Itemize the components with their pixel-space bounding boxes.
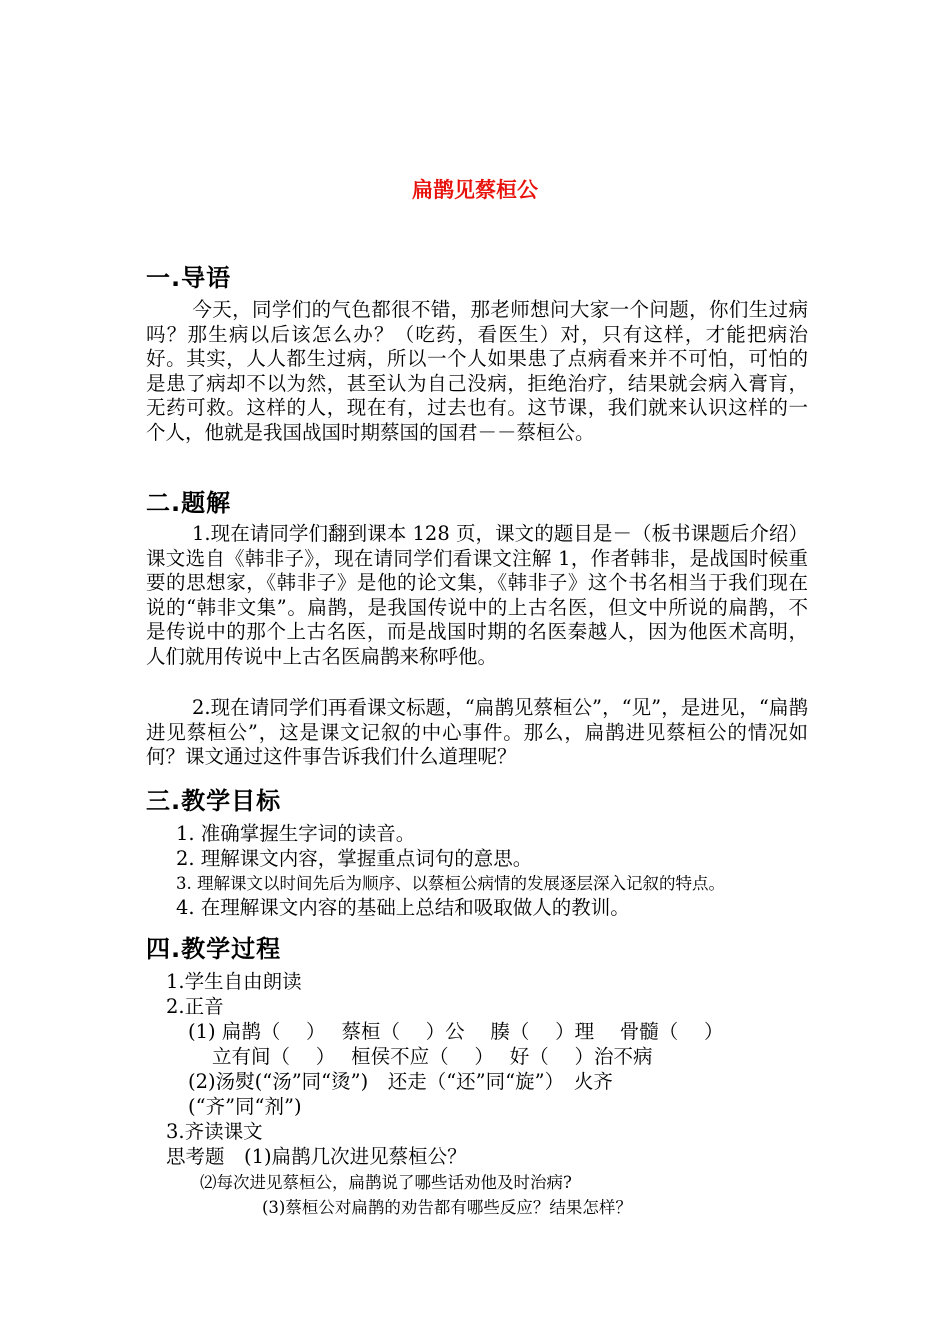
process-line: (3)蔡桓公对扁鹊的劝告都有哪些反应？结果怎样？ xyxy=(262,1198,632,1217)
title-explanation-paragraph-1: 1.现在请同学们翻到课本 128 页，课文的题目是－（板书课题后介绍）课文选自《韩非子》，现在请同学们看课文注解 1，作者韩非，是战国时候重要的思想家，《韩非子》是他的论文集，《韩非子》这个书名相当于我们现在说的“韩非文集”。扁鹊，是我国传说中的上古名医，但文中所说的扁鹊，不是传说中的那个上古名医，而是战国时期的名医秦越人，因为他医术高明，人们就用传说中上古名医扁鹊来称呼他。 xyxy=(146,522,808,668)
process-line: 2.正音 xyxy=(166,995,224,1018)
process-line: ⑵每次进见蔡桓公，扁鹊说了哪些话劝他及时治病? xyxy=(200,1173,572,1192)
process-line: (1) 扁鹊（ ） 蔡桓（ ）公 腠（ ）理 骨髓（ ） xyxy=(188,1020,724,1043)
process-line: 3.齐读课文 xyxy=(166,1120,263,1143)
section-heading-title-explanation: 二.题解 xyxy=(146,489,232,517)
document-title: 扁鹊见蔡桓公 xyxy=(412,178,538,202)
process-line: (“齐”同“剂”) xyxy=(188,1095,302,1118)
process-line: (2)汤熨(“汤”同“烫”) 还走（“还”同“旋”） 火齐 xyxy=(188,1070,613,1093)
process-line: 立有间（ ） 桓侯不应（ ） 好（ ）治不病 xyxy=(212,1045,653,1068)
section-heading-intro: 一.导语 xyxy=(146,264,232,292)
objective-item: 1. 准确掌握生字词的读音。 xyxy=(176,822,416,845)
process-line: 思考题 (1)扁鹊几次进见蔡桓公？ xyxy=(166,1145,467,1168)
objective-item: 4. 在理解课文内容的基础上总结和吸取做人的教训。 xyxy=(176,896,630,919)
section-heading-objectives: 三.教学目标 xyxy=(146,787,282,815)
title-explanation-paragraph-2: 2.现在请同学们再看课文标题，“扁鹊见蔡桓公”，“见”，是进见，“扁鹊进见蔡桓公”，这是课文记叙的中心事件。那么，扁鹊进见蔡桓公的情况如何？课文通过这件事告诉我们什么道理呢？ xyxy=(146,696,808,769)
objective-item: 3. 理解课文以时间先后为顺序、以蔡桓公病情的发展逐层深入记叙的特点。 xyxy=(176,874,725,893)
intro-paragraph: 今天，同学们的气色都很不错，那老师想问大家一个问题，你们生过病吗？那生病以后该怎么办？（吃药，看医生）对，只有这样，才能把病治好。其实，人人都生过病，所以一个人如果患了点病看来并不可怕，可怕的是患了病却不以为然，甚至认为自己没病，拒绝治疗，结果就会病入膏肓，无药可救。这样的人，现在有，过去也有。这节课，我们就来认识这样的一个人，他就是我国战国时期蔡国的国君－－蔡桓公。 xyxy=(146,298,808,444)
process-line: 1.学生自由朗读 xyxy=(166,970,302,993)
objective-item: 2. 理解课文内容，掌握重点词句的意思。 xyxy=(176,847,533,870)
section-heading-process: 四.教学过程 xyxy=(146,935,282,963)
